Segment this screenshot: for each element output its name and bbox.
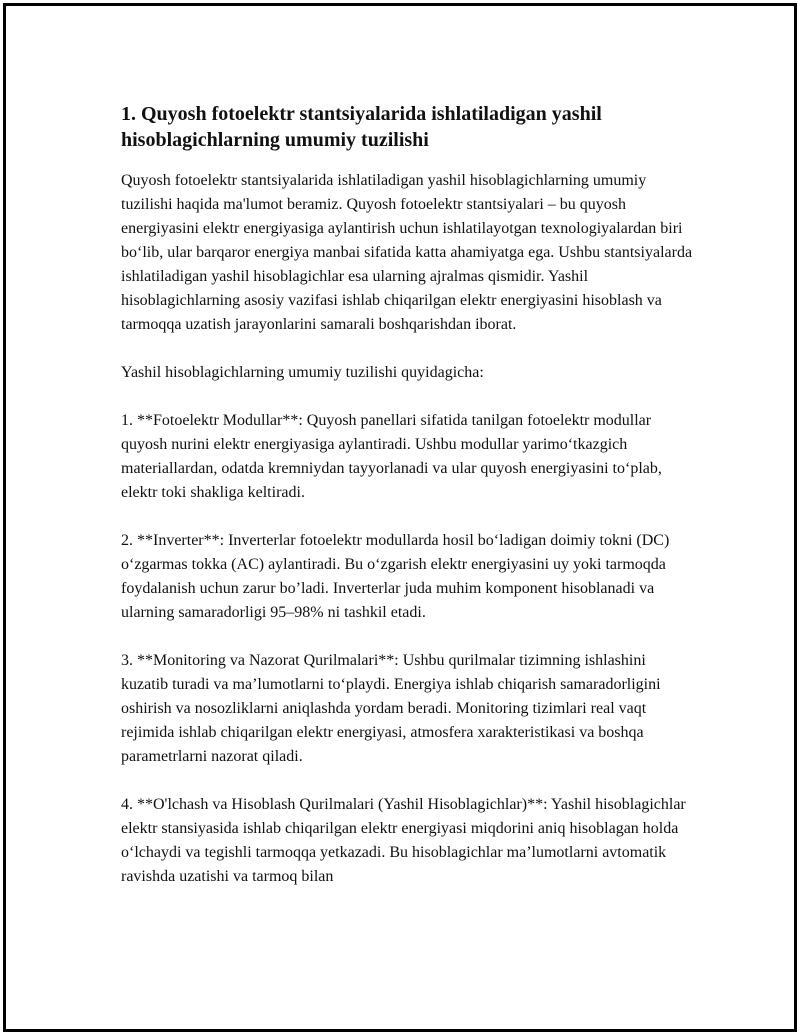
section-heading: 1. Quyosh fotoelektr stantsiyalarida ishlatiladigan yashil hisoblagichlarning umumiy tuzilishi: [121, 103, 602, 151]
structure-intro-paragraph: Yashil hisoblagichlarning umumiy tuzilishi quyidagicha:: [121, 364, 484, 381]
list-item-inverter: 2. **Inverter**: Inverterlar fotoelektr modullarda hosil bo‘ladigan doimiy tokni (DC) o‘zgarmas tokka (AC) aylantiradi. Bu o‘zgarish elektr energiyasini uy yoki tarmoqda foydalanish uchun zarur bo’ladi. Inverterlar juda muhim komponent hisoblanadi va ularning samaradorligi 95–98% ni tashkil etadi.: [121, 532, 670, 621]
list-item-monitoring: 3. **Monitoring va Nazorat Qurilmalari**: Ushbu qurilmalar tizimning ishlashini kuzatib turadi va ma’lumotlarni to‘playdi. Energiya ishlab chiqarish samaradorligini oshirish va nosozliklarni aniqlashda yordam beradi. Monitoring tizimlari real vaqt rejimida ishlab chiqarilgan elektr energiyasi, atmosfera xarakteristikasi va boshqa parametrlarni nazorat qiladi.: [121, 652, 661, 765]
list-item-green-meters: 4. **O'lchash va Hisoblash Qurilmalari (Yashil Hisoblagichlar)**: Yashil hisoblagichlar elektr stansiyasida ishlab chiqarilgan elektr energiyasi miqdorini aniq hisoblagan holda o‘lchaydi va tegishli tarmoqqa yetkazadi. Bu hisoblagichlar ma’lumotlarni avtomatik ravishda uzatishi va tarmoq bilan: [121, 796, 686, 885]
document-body: [121, 101, 696, 913]
page-frame: [3, 3, 797, 1032]
intro-paragraph: Quyosh fotoelektr stantsiyalarida ishlatiladigan yashil hisoblagichlarning umumiy tuzilishi haqida ma'lumot beramiz. Quyosh fotoelektr stantsiyalari – bu quyosh energiyasini elektr energiyasiga aylantirish uchun ishlatilayotgan texnologiyalardan biri bo‘lib, ular barqaror energiya manbai sifatida katta ahamiyatga ega. Ushbu stantsiyalarda ishlatiladigan yashil hisoblagichlar esa ularning ajralmas qismidir. Yashil hisoblagichlarning asosiy vazifasi ishlab chiqarilgan elektr energiyasini hisoblash va tarmoqqa uzatish jarayonlarini samarali boshqarishdan iborat.: [121, 172, 693, 333]
list-item-photovoltaic-modules: 1. **Fotoelektr Modullar**: Quyosh panellari sifatida tanilgan fotoelektr modullar quyosh nurini elektr energiyasiga aylantiradi. Ushbu modullar yarimo‘tkazgich materiallardan, odatda kremniydan tayyorlanadi va ular quyosh energiyasini to‘plab, elektr toki shakliga keltiradi.: [121, 412, 662, 501]
